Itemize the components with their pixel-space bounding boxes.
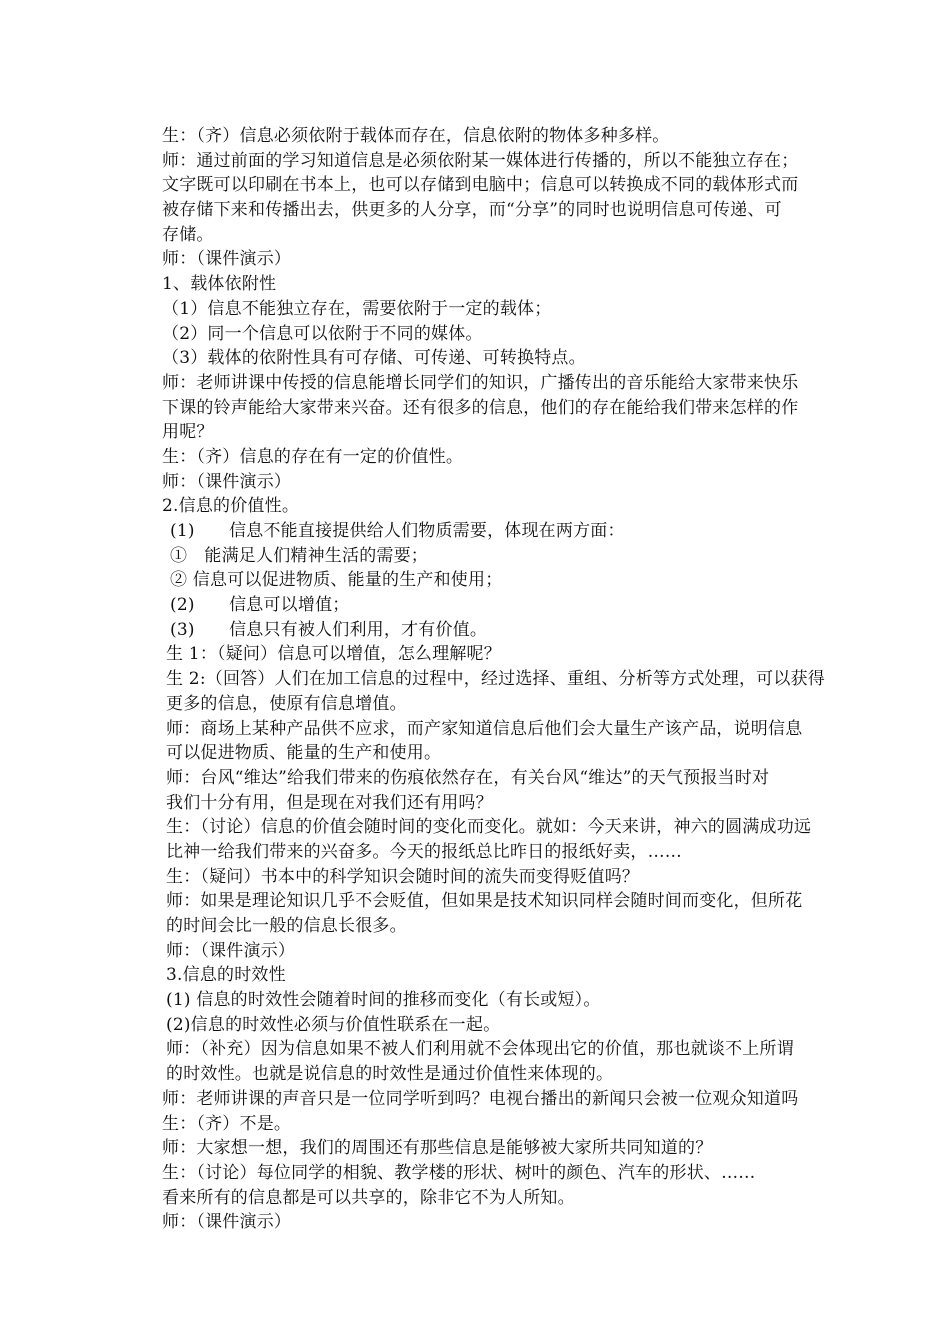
text-line: 存储。	[162, 224, 214, 245]
text-line: 2.信息的价值性。	[162, 496, 300, 517]
text-line: 师：（补充）因为信息如果不被人们利用就不会体现出它的价值，那也就谈不上所谓	[166, 1039, 794, 1060]
text-line: 师：老师讲课的声音只是一位同学听到吗？电视台播出的新闻只会被一位观众知道吗	[162, 1088, 799, 1109]
text-line: 师：（课件演示）	[162, 471, 292, 492]
text-line: 比神一给我们带来的兴奋多。今天的报纸总比昨日的报纸好卖，……	[166, 841, 682, 862]
text-line: 可以促进物质、能量的生产和使用。	[166, 743, 442, 764]
text-line: （2）同一个信息可以依附于不同的媒体。	[162, 323, 483, 344]
text-line: 师：老师讲课中传授的信息能增长同学们的知识，广播传出的音乐能给大家带来快乐	[162, 372, 799, 393]
document-page	[162, 124, 862, 1235]
text-line: 生 1：（疑问）信息可以增值，怎么理解呢？	[166, 644, 501, 665]
text-line: 师：如果是理论知识几乎不会贬值，但如果是技术知识同样会随时间而变化，但所花	[166, 891, 803, 912]
text-line: 文字既可以印刷在书本上，也可以存储到电脑中；信息可以转换成不同的载体形式而	[162, 175, 799, 196]
text-line: 师：商场上某种产品供不应求，而产家知道信息后他们会大量生产该产品，说明信息	[166, 718, 803, 739]
text-line: (1) 信息不能直接提供给人们物质需要，体现在两方面：	[170, 521, 625, 541]
text-line: 师：（课件演示）	[162, 249, 292, 270]
text-line: ① 能满足人们精神生活的需要；	[170, 545, 428, 566]
text-line: 师：大家想一想，我们的周围还有那些信息是能够被大家所共同知道的？	[162, 1138, 713, 1159]
text-line: 生：（疑问）书本中的科学知识会随时间的流失而变得贬值吗？	[166, 866, 640, 887]
text-line: 生 2:（回答）人们在加工信息的过程中，经过选择、重组、分析等方式处理，可以获得	[166, 669, 825, 690]
text-line: 师：（课件演示）	[162, 1212, 292, 1233]
text-line: 更多的信息，使原有信息增值。	[166, 693, 407, 714]
text-line: 看来所有的信息都是可以共享的，除非它不为人所知。	[162, 1187, 575, 1208]
text-line: （1）信息不能独立存在，需要依附于一定的载体；	[162, 298, 552, 319]
text-line: 我们十分有用，但是现在对我们还有用吗？	[166, 792, 493, 813]
text-line: 的时间会比一般的信息长很多。	[166, 916, 407, 936]
text-line: 3.信息的时效性	[166, 965, 286, 986]
text-line: 生：（齐）信息必须依附于载体而存在，信息依附的物体多种多样。	[162, 126, 670, 146]
text-line: 用呢？	[162, 422, 214, 443]
text-line: (1) 信息的时效性会随着时间的推移而变化（有长或短）。	[166, 990, 601, 1011]
text-line: （3）载体的依附性具有可存储、可传递、可转换特点。	[162, 348, 586, 369]
text-line: 被存储下来和传播出去，供更多的人分享，而“分享”的同时也说明信息可传递、可	[162, 200, 782, 221]
text-line: 师：（课件演示）	[166, 940, 296, 961]
text-line: ② 信息可以促进物质、能量的生产和使用；	[170, 570, 503, 591]
text-line: 生：（讨论）信息的价值会随时间的变化而变化。就如：今天来讲，神六的圆满成功远	[166, 817, 812, 838]
text-line: (3) 信息只有被人们利用，才有价值。	[170, 619, 488, 640]
text-line: 1、载体依附性	[162, 274, 277, 295]
text-line: (2)信息的时效性必须与价值性联系在一起。	[166, 1014, 501, 1035]
text-line: 的时效性。也就是说信息的时效性是通过价值性来体现的。	[166, 1064, 614, 1085]
text-line: 师：台风“维达”给我们带来的伤痕依然存在，有关台风“维达”的天气预报当时对	[166, 767, 770, 788]
text-line: 生：（讨论）每位同学的相貌、教学楼的形状、树叶的颜色、汽车的形状、……	[162, 1162, 756, 1183]
text-line: 师：通过前面的学习知道信息是必须依附某一媒体进行传播的，所以不能独立存在；	[162, 150, 799, 171]
text-line: 生：（齐）不是。	[162, 1113, 292, 1134]
text-line: (2) 信息可以增值；	[170, 595, 350, 616]
text-line: 生：（齐）信息的存在有一定的价值性。	[162, 446, 464, 467]
text-line: 下课的铃声能给大家带来兴奋。还有很多的信息，他们的存在能给我们带来怎样的作	[162, 397, 799, 418]
